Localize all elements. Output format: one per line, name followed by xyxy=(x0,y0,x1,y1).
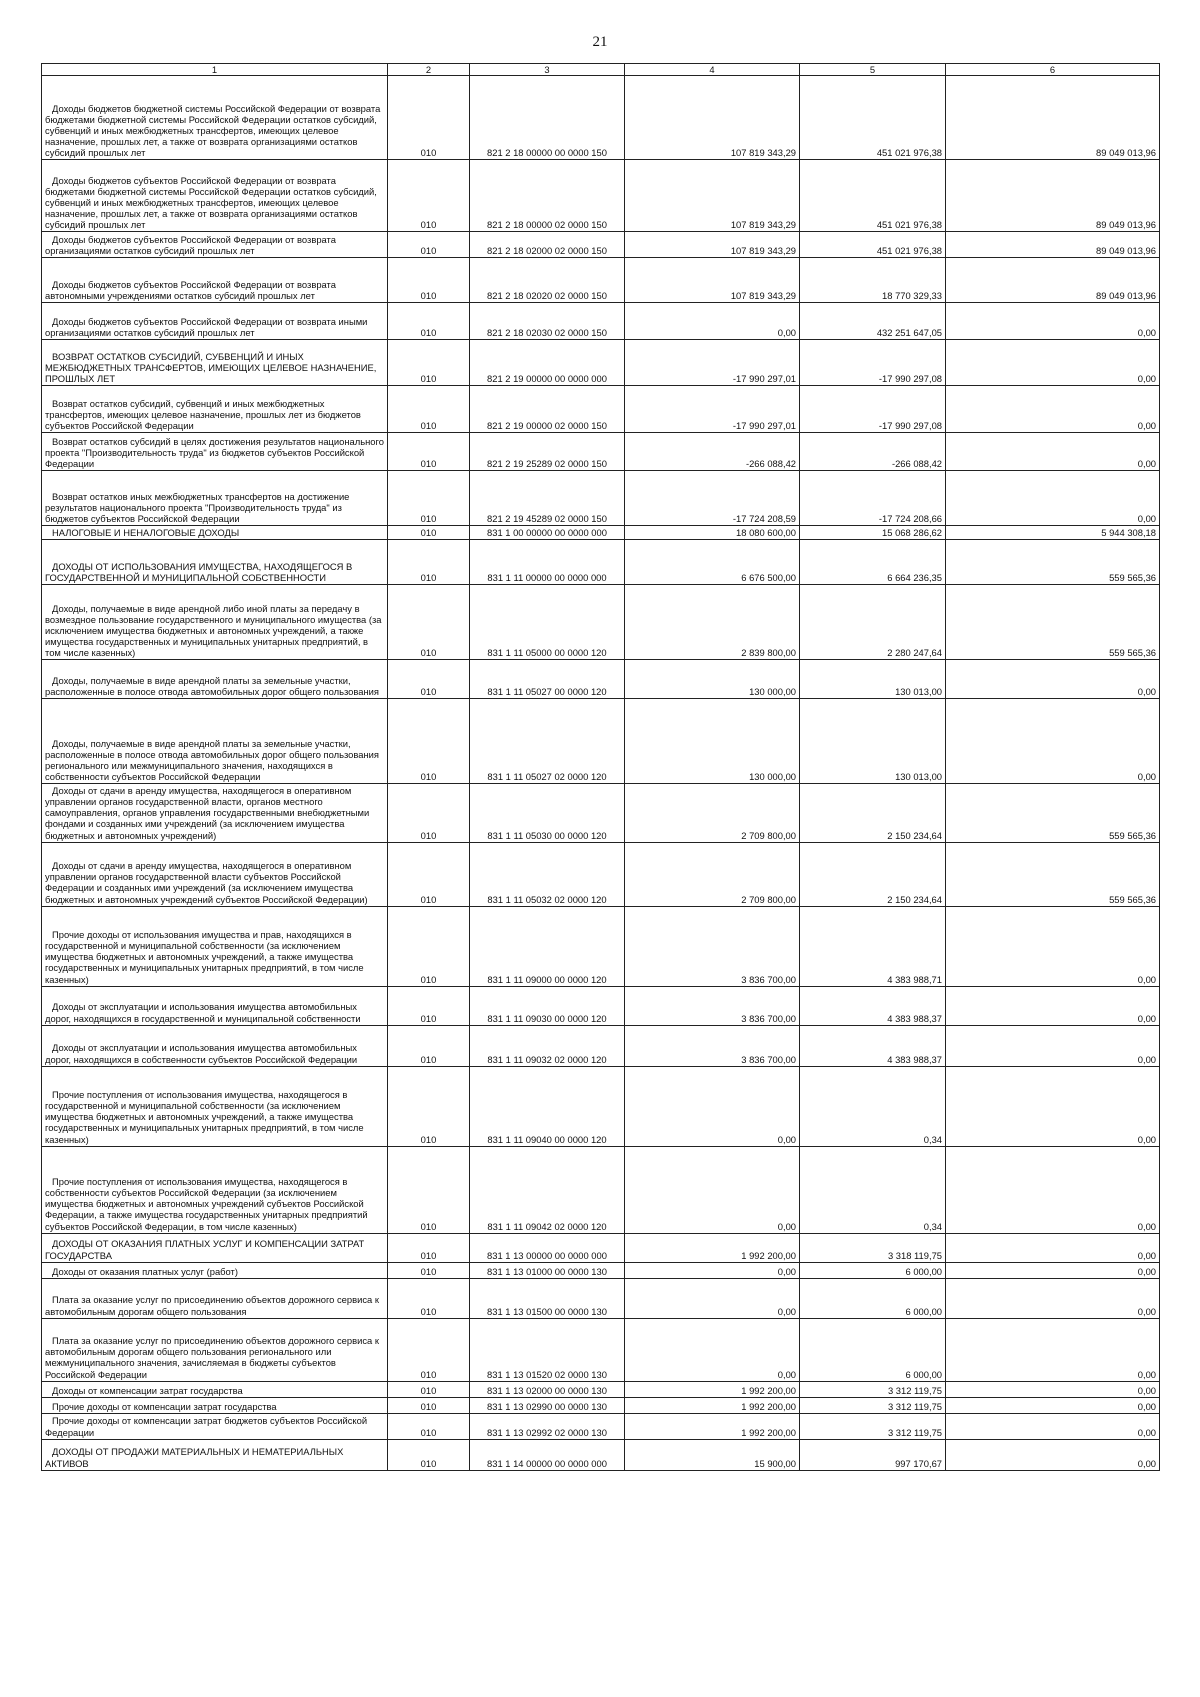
row-budget-code: 831 1 11 00000 00 0000 000 xyxy=(470,540,625,585)
row-value-col5: 3 312 119,75 xyxy=(800,1413,946,1439)
row-value-col5: 0,34 xyxy=(800,1146,946,1233)
table-row xyxy=(42,303,1160,340)
table-row xyxy=(42,986,1160,1025)
row-budget-code: 821 2 18 00000 02 0000 150 xyxy=(470,160,625,232)
row-line-code: 010 xyxy=(388,258,470,303)
row-value-col6: 0,00 xyxy=(946,1397,1160,1413)
row-value-col4: 107 819 343,29 xyxy=(625,232,800,258)
row-budget-code: 821 2 18 02030 02 0000 150 xyxy=(470,303,625,340)
row-value-col5: 997 170,67 xyxy=(800,1439,946,1470)
description-text: Возврат остатков субсидий, субвенций и иных межбюджетных трансфертов, имеющих целевое назначение, прошлых лет из бюджетов субъектов Российской Федерации xyxy=(45,397,361,431)
row-description xyxy=(42,986,388,1025)
description-text: Прочие доходы от использования имущества и прав, находящихся в государственной и муниципальной собственности (за исключением имущества бюджетных и автономных учреждений, а также имущества государственных и муниципальных унитарных предприятий, в том числе казенных) xyxy=(45,929,364,985)
row-value-col4: 1 992 200,00 xyxy=(625,1381,800,1397)
row-description xyxy=(42,1066,388,1146)
row-description xyxy=(42,585,388,660)
description-text: Доходы, получаемые в виде арендной платы за земельные участки, расположенные в полосе отвода автомобильных дорог общего пользования регионального или межмуниципального значения, находящихся в собственности субъектов Российской Федерации xyxy=(45,737,379,783)
row-description xyxy=(42,433,388,471)
row-budget-code: 821 2 19 25289 02 0000 150 xyxy=(470,433,625,471)
table-row xyxy=(42,340,1160,386)
row-description xyxy=(42,76,388,160)
table-row xyxy=(42,1318,1160,1381)
row-description xyxy=(42,386,388,433)
row-budget-code: 831 1 13 02992 02 0000 130 xyxy=(470,1413,625,1439)
table-row xyxy=(42,1233,1160,1262)
row-value-col5: 432 251 647,05 xyxy=(800,303,946,340)
row-description xyxy=(42,842,388,906)
row-budget-code: 831 1 11 05030 00 0000 120 xyxy=(470,784,625,842)
description-text: Доходы от эксплуатации и использования имущества автомобильных дорог, находящихся в собственности субъектов Российской Федерации xyxy=(45,1042,358,1065)
table-row xyxy=(42,1439,1160,1470)
description-text: НАЛОГОВЫЕ И НЕНАЛОГОВЫЕ ДОХОДЫ xyxy=(52,527,240,539)
description-text: Доходы от сдачи в аренду имущества, находящегося в оперативном управлении органов государственной власти субъектов Российской Федерации и созданных ими учреждений (за исключением имущества бюджетных и автономных учреждений субъектов Российской Федерации) xyxy=(45,860,368,905)
row-value-col5: 6 000,00 xyxy=(800,1318,946,1381)
row-line-code: 010 xyxy=(388,471,470,526)
row-budget-code: 831 1 11 05027 02 0000 120 xyxy=(470,699,625,784)
row-value-col4: 0,00 xyxy=(625,303,800,340)
row-description xyxy=(42,232,388,258)
row-budget-code: 831 1 11 05032 02 0000 120 xyxy=(470,842,625,906)
description-text: Доходы, получаемые в виде арендной платы за земельные участки, расположенные в полосе отвода автомобильных дорог общего пользования xyxy=(45,675,379,698)
row-budget-code: 831 1 14 00000 00 0000 000 xyxy=(470,1439,625,1470)
description-text: Доходы бюджетов субъектов Российской Федерации от возврата организациями остатков субсидий прошлых лет xyxy=(45,233,336,256)
row-value-col4: 107 819 343,29 xyxy=(625,258,800,303)
row-description xyxy=(42,471,388,526)
table-row xyxy=(42,471,1160,526)
description-text: Доходы от компенсации затрат государства xyxy=(52,1384,243,1396)
row-budget-code: 821 2 18 00000 00 0000 150 xyxy=(470,76,625,160)
row-value-col5: 18 770 329,33 xyxy=(800,258,946,303)
row-line-code: 010 xyxy=(388,1262,470,1278)
row-value-col5: -17 724 208,66 xyxy=(800,471,946,526)
table-row xyxy=(42,540,1160,585)
table-row xyxy=(42,1381,1160,1397)
row-value-col4: 6 676 500,00 xyxy=(625,540,800,585)
table-row xyxy=(42,1262,1160,1278)
row-line-code: 010 xyxy=(388,540,470,585)
row-description xyxy=(42,784,388,842)
row-value-col4: -17 990 297,01 xyxy=(625,340,800,386)
row-value-col6: 0,00 xyxy=(946,1439,1160,1470)
row-value-col6: 89 049 013,96 xyxy=(946,258,1160,303)
description-text: Доходы от оказания платных услуг (работ) xyxy=(52,1265,238,1277)
column-header: 3 xyxy=(470,64,625,76)
row-value-col6: 559 565,36 xyxy=(946,540,1160,585)
row-description xyxy=(42,1278,388,1318)
description-text: Возврат остатков иных межбюджетных трансфертов на достижение результатов национального проекта "Производительность труда" из бюджетов субъектов Российской Федерации xyxy=(45,490,350,524)
row-value-col5: 3 318 119,75 xyxy=(800,1233,946,1262)
row-value-col6: 0,00 xyxy=(946,906,1160,986)
row-value-col6: 89 049 013,96 xyxy=(946,232,1160,258)
row-line-code: 010 xyxy=(388,433,470,471)
column-header: 4 xyxy=(625,64,800,76)
table-header-row xyxy=(42,64,1160,76)
row-line-code: 010 xyxy=(388,1278,470,1318)
row-value-col6: 0,00 xyxy=(946,699,1160,784)
description-text: Доходы бюджетов субъектов Российской Федерации от возврата автономными учреждениями остатков субсидий прошлых лет xyxy=(45,278,336,301)
row-line-code: 010 xyxy=(388,1146,470,1233)
table-row xyxy=(42,433,1160,471)
row-value-col4: 1 992 200,00 xyxy=(625,1397,800,1413)
row-line-code: 010 xyxy=(388,303,470,340)
row-value-col4: -17 990 297,01 xyxy=(625,386,800,433)
table-row xyxy=(42,160,1160,232)
row-value-col5: 15 068 286,62 xyxy=(800,526,946,540)
row-value-col6: 0,00 xyxy=(946,1381,1160,1397)
row-budget-code: 831 1 13 00000 00 0000 000 xyxy=(470,1233,625,1262)
row-value-col5: 4 383 988,37 xyxy=(800,1025,946,1066)
table-row xyxy=(42,1146,1160,1233)
row-line-code: 010 xyxy=(388,1413,470,1439)
row-value-col6: 0,00 xyxy=(946,1262,1160,1278)
row-budget-code: 821 2 19 45289 02 0000 150 xyxy=(470,471,625,526)
row-value-col6: 559 565,36 xyxy=(946,842,1160,906)
description-text: Прочие поступления от использования имущества, находящегося в собственности субъектов Российской Федерации (за исключением имущества бюджетных и автономных учреждений субъектов Российской Федерации, а также имущества государственных унитарных предприятий субъектов Российской Федерации, в том числе казенных) xyxy=(45,1176,368,1232)
row-description xyxy=(42,303,388,340)
column-header: 5 xyxy=(800,64,946,76)
row-value-col4: 1 992 200,00 xyxy=(625,1233,800,1262)
row-value-col4: 0,00 xyxy=(625,1066,800,1146)
row-value-col6: 89 049 013,96 xyxy=(946,160,1160,232)
description-text: ДОХОДЫ ОТ ОКАЗАНИЯ ПЛАТНЫХ УСЛУГ И КОМПЕНСАЦИИ ЗАТРАТ ГОСУДАРСТВА xyxy=(45,1238,365,1261)
row-budget-code: 831 1 11 09042 02 0000 120 xyxy=(470,1146,625,1233)
row-value-col5: 2 280 247,64 xyxy=(800,585,946,660)
row-value-col5: 451 021 976,38 xyxy=(800,160,946,232)
row-description xyxy=(42,160,388,232)
row-value-col6: 0,00 xyxy=(946,1146,1160,1233)
row-line-code: 010 xyxy=(388,1233,470,1262)
row-value-col4: 3 836 700,00 xyxy=(625,1025,800,1066)
row-budget-code: 831 1 11 05000 00 0000 120 xyxy=(470,585,625,660)
row-value-col6: 0,00 xyxy=(946,1413,1160,1439)
row-value-col6: 0,00 xyxy=(946,986,1160,1025)
row-value-col6: 89 049 013,96 xyxy=(946,76,1160,160)
description-text: Прочие доходы от компенсации затрат бюджетов субъектов Российской Федерации xyxy=(45,1415,368,1438)
row-line-code: 010 xyxy=(388,160,470,232)
row-budget-code: 831 1 11 05027 00 0000 120 xyxy=(470,660,625,699)
row-value-col5: 6 664 236,35 xyxy=(800,540,946,585)
row-value-col4: 130 000,00 xyxy=(625,699,800,784)
table-row xyxy=(42,660,1160,699)
row-budget-code: 831 1 13 01500 00 0000 130 xyxy=(470,1278,625,1318)
table-body xyxy=(42,76,1160,1471)
row-line-code: 010 xyxy=(388,1066,470,1146)
row-value-col6: 0,00 xyxy=(946,386,1160,433)
row-value-col4: 2 709 800,00 xyxy=(625,842,800,906)
table-row xyxy=(42,699,1160,784)
row-line-code: 010 xyxy=(388,1318,470,1381)
row-value-col4: 1 992 200,00 xyxy=(625,1413,800,1439)
row-value-col4: 3 836 700,00 xyxy=(625,906,800,986)
row-line-code: 010 xyxy=(388,842,470,906)
row-value-col5: 4 383 988,71 xyxy=(800,906,946,986)
row-value-col6: 0,00 xyxy=(946,433,1160,471)
row-description xyxy=(42,1381,388,1397)
page-number: 21 xyxy=(592,34,608,50)
row-value-col6: 0,00 xyxy=(946,1066,1160,1146)
table-row xyxy=(42,1066,1160,1146)
row-value-col4: 107 819 343,29 xyxy=(625,160,800,232)
row-line-code: 010 xyxy=(388,986,470,1025)
row-budget-code: 831 1 11 09000 00 0000 120 xyxy=(470,906,625,986)
row-value-col6: 0,00 xyxy=(946,1233,1160,1262)
table-row xyxy=(42,258,1160,303)
row-description xyxy=(42,1318,388,1381)
description-text: ДОХОДЫ ОТ ИСПОЛЬЗОВАНИЯ ИМУЩЕСТВА, НАХОДЯЩЕГОСЯ В ГОСУДАРСТВЕННОЙ И МУНИЦИПАЛЬНОЙ СОБСТВЕННОСТИ xyxy=(45,561,353,584)
description-text: ДОХОДЫ ОТ ПРОДАЖИ МАТЕРИАЛЬНЫХ И НЕМАТЕРИАЛЬНЫХ АКТИВОВ xyxy=(45,1446,344,1469)
row-line-code: 010 xyxy=(388,1397,470,1413)
table-row xyxy=(42,386,1160,433)
row-budget-code: 821 2 18 02000 02 0000 150 xyxy=(470,232,625,258)
row-value-col4: 107 819 343,29 xyxy=(625,76,800,160)
row-line-code: 010 xyxy=(388,585,470,660)
row-value-col5: -17 990 297,08 xyxy=(800,386,946,433)
row-description xyxy=(42,660,388,699)
row-value-col6: 0,00 xyxy=(946,303,1160,340)
row-value-col4: 0,00 xyxy=(625,1278,800,1318)
row-description xyxy=(42,526,388,540)
row-value-col4: 2 839 800,00 xyxy=(625,585,800,660)
table-row xyxy=(42,76,1160,160)
row-value-col6: 0,00 xyxy=(946,340,1160,386)
row-value-col5: 0,34 xyxy=(800,1066,946,1146)
row-value-col4: 0,00 xyxy=(625,1318,800,1381)
table-row xyxy=(42,842,1160,906)
row-budget-code: 821 2 19 00000 00 0000 000 xyxy=(470,340,625,386)
row-description xyxy=(42,906,388,986)
row-value-col5: 451 021 976,38 xyxy=(800,76,946,160)
row-value-col4: -17 724 208,59 xyxy=(625,471,800,526)
row-description xyxy=(42,1413,388,1439)
row-description xyxy=(42,1025,388,1066)
row-budget-code: 831 1 13 02000 00 0000 130 xyxy=(470,1381,625,1397)
row-value-col6: 0,00 xyxy=(946,471,1160,526)
row-line-code: 010 xyxy=(388,784,470,842)
description-text: Доходы от эксплуатации и использования имущества автомобильных дорог, находящихся в государственной и муниципальной собственности xyxy=(45,1001,361,1024)
row-description xyxy=(42,540,388,585)
row-value-col6: 0,00 xyxy=(946,660,1160,699)
column-header: 2 xyxy=(388,64,470,76)
row-value-col5: -17 990 297,08 xyxy=(800,340,946,386)
row-description xyxy=(42,1397,388,1413)
table-row xyxy=(42,784,1160,842)
row-value-col5: 6 000,00 xyxy=(800,1262,946,1278)
column-header: 1 xyxy=(42,64,388,76)
row-value-col6: 5 944 308,18 xyxy=(946,526,1160,540)
row-line-code: 010 xyxy=(388,1025,470,1066)
row-description xyxy=(42,699,388,784)
row-line-code: 010 xyxy=(388,1381,470,1397)
row-line-code: 010 xyxy=(388,76,470,160)
table-row xyxy=(42,1413,1160,1439)
revenue-table xyxy=(41,63,1160,1471)
description-text: Доходы бюджетов субъектов Российской Федерации от возврата бюджетами бюджетной системы Российской Федерации остатков субсидий, субвенций и иных межбюджетных трансфертов, имеющих целевое назначение, прошлых лет, а также от возврата организациями остатков субсидий прошлых лет xyxy=(45,174,377,230)
description-text: Плата за оказание услуг по присоединению объектов дорожного сервиса к автомобильным дорогам общего пользования xyxy=(45,1294,379,1317)
row-description xyxy=(42,1262,388,1278)
row-budget-code: 821 2 18 02020 02 0000 150 xyxy=(470,258,625,303)
table-row xyxy=(42,526,1160,540)
table-row xyxy=(42,232,1160,258)
row-value-col6: 0,00 xyxy=(946,1278,1160,1318)
row-budget-code: 831 1 13 02990 00 0000 130 xyxy=(470,1397,625,1413)
row-description xyxy=(42,340,388,386)
row-budget-code: 821 2 19 00000 02 0000 150 xyxy=(470,386,625,433)
row-description xyxy=(42,1233,388,1262)
row-value-col5: 3 312 119,75 xyxy=(800,1397,946,1413)
description-text: ВОЗВРАТ ОСТАТКОВ СУБСИДИЙ, СУБВЕНЦИЙ И ИНЫХ МЕЖБЮДЖЕТНЫХ ТРАНСФЕРТОВ, ИМЕЮЩИХ ЦЕЛЕВОЕ НАЗНАЧЕНИЕ, ПРОШЛЫХ ЛЕТ xyxy=(45,350,377,384)
row-value-col6: 0,00 xyxy=(946,1025,1160,1066)
table-row xyxy=(42,906,1160,986)
description-text: Прочие поступления от использования имущества, находящегося в государственной и муниципальной собственности (за исключением имущества бюджетных и автономных учреждений, а также имущества государственных и муниципальных унитарных предприятий, в том числе казенных) xyxy=(45,1089,364,1145)
column-header: 6 xyxy=(946,64,1160,76)
row-budget-code: 831 1 11 09040 00 0000 120 xyxy=(470,1066,625,1146)
table-row xyxy=(42,585,1160,660)
row-description xyxy=(42,1146,388,1233)
row-value-col5: 3 312 119,75 xyxy=(800,1381,946,1397)
description-text: Плата за оказание услуг по присоединению объектов дорожного сервиса к автомобильным дорогам общего пользования регионального или межмуниципального значения, зачисляемая в бюджеты субъектов Российской Федерации xyxy=(45,1335,379,1380)
row-description xyxy=(42,1439,388,1470)
row-value-col4: 0,00 xyxy=(625,1262,800,1278)
row-line-code: 010 xyxy=(388,699,470,784)
row-value-col5: 451 021 976,38 xyxy=(800,232,946,258)
row-value-col4: 2 709 800,00 xyxy=(625,784,800,842)
description-text: Возврат остатков субсидий в целях достижения результатов национального проекта "Производительность труда" из бюджетов субъектов Российской Федерации xyxy=(45,435,384,469)
row-value-col4: 130 000,00 xyxy=(625,660,800,699)
row-budget-code: 831 1 11 09032 02 0000 120 xyxy=(470,1025,625,1066)
description-text: Доходы от сдачи в аренду имущества, находящегося в оперативном управлении органов государственной власти, органов местного самоуправления, органов управления государственными внебюджетными фондами и созданных ими учреждений (за исключением имущества бюджетных и автономных учреждений) xyxy=(45,785,370,841)
row-budget-code: 831 1 11 09030 00 0000 120 xyxy=(470,986,625,1025)
row-value-col4: 18 080 600,00 xyxy=(625,526,800,540)
description-text: Доходы бюджетов бюджетной системы Российской Федерации от возврата бюджетами бюджетной системы Российской Федерации остатков субсидий, субвенций и иных межбюджетных трансфертов, имеющих целевое назначение, прошлых лет, а также от возврата организациями остатков субсидий прошлых лет xyxy=(45,102,381,158)
row-value-col5: 6 000,00 xyxy=(800,1278,946,1318)
row-line-code: 010 xyxy=(388,386,470,433)
row-value-col4: 15 900,00 xyxy=(625,1439,800,1470)
row-budget-code: 831 1 13 01520 02 0000 130 xyxy=(470,1318,625,1381)
row-budget-code: 831 1 13 01000 00 0000 130 xyxy=(470,1262,625,1278)
row-value-col4: -266 088,42 xyxy=(625,433,800,471)
table-row xyxy=(42,1397,1160,1413)
description-text: Прочие доходы от компенсации затрат государства xyxy=(52,1400,277,1412)
row-value-col6: 559 565,36 xyxy=(946,585,1160,660)
row-value-col5: 2 150 234,64 xyxy=(800,842,946,906)
row-value-col5: -266 088,42 xyxy=(800,433,946,471)
row-value-col6: 559 565,36 xyxy=(946,784,1160,842)
row-line-code: 010 xyxy=(388,340,470,386)
description-text: Доходы, получаемые в виде арендной либо иной платы за передачу в возмездное пользование государственного и муниципального имущества (за исключением имущества бюджетных и автономных учреждений, а также имущества государственных и муниципальных унитарных предприятий, в том числе казенных) xyxy=(45,602,382,659)
row-line-code: 010 xyxy=(388,1439,470,1470)
row-value-col5: 2 150 234,64 xyxy=(800,784,946,842)
row-description xyxy=(42,258,388,303)
row-value-col5: 4 383 988,37 xyxy=(800,986,946,1025)
row-line-code: 010 xyxy=(388,232,470,258)
description-text: Доходы бюджетов субъектов Российской Федерации от возврата иными организациями остатков субсидий прошлых лет xyxy=(45,315,368,338)
row-line-code: 010 xyxy=(388,906,470,986)
row-line-code: 010 xyxy=(388,526,470,540)
row-line-code: 010 xyxy=(388,660,470,699)
row-budget-code: 831 1 00 00000 00 0000 000 xyxy=(470,526,625,540)
table-row xyxy=(42,1025,1160,1066)
row-value-col5: 130 013,00 xyxy=(800,660,946,699)
row-value-col4: 3 836 700,00 xyxy=(625,986,800,1025)
row-value-col5: 130 013,00 xyxy=(800,699,946,784)
row-value-col6: 0,00 xyxy=(946,1318,1160,1381)
table-row xyxy=(42,1278,1160,1318)
row-value-col4: 0,00 xyxy=(625,1146,800,1233)
